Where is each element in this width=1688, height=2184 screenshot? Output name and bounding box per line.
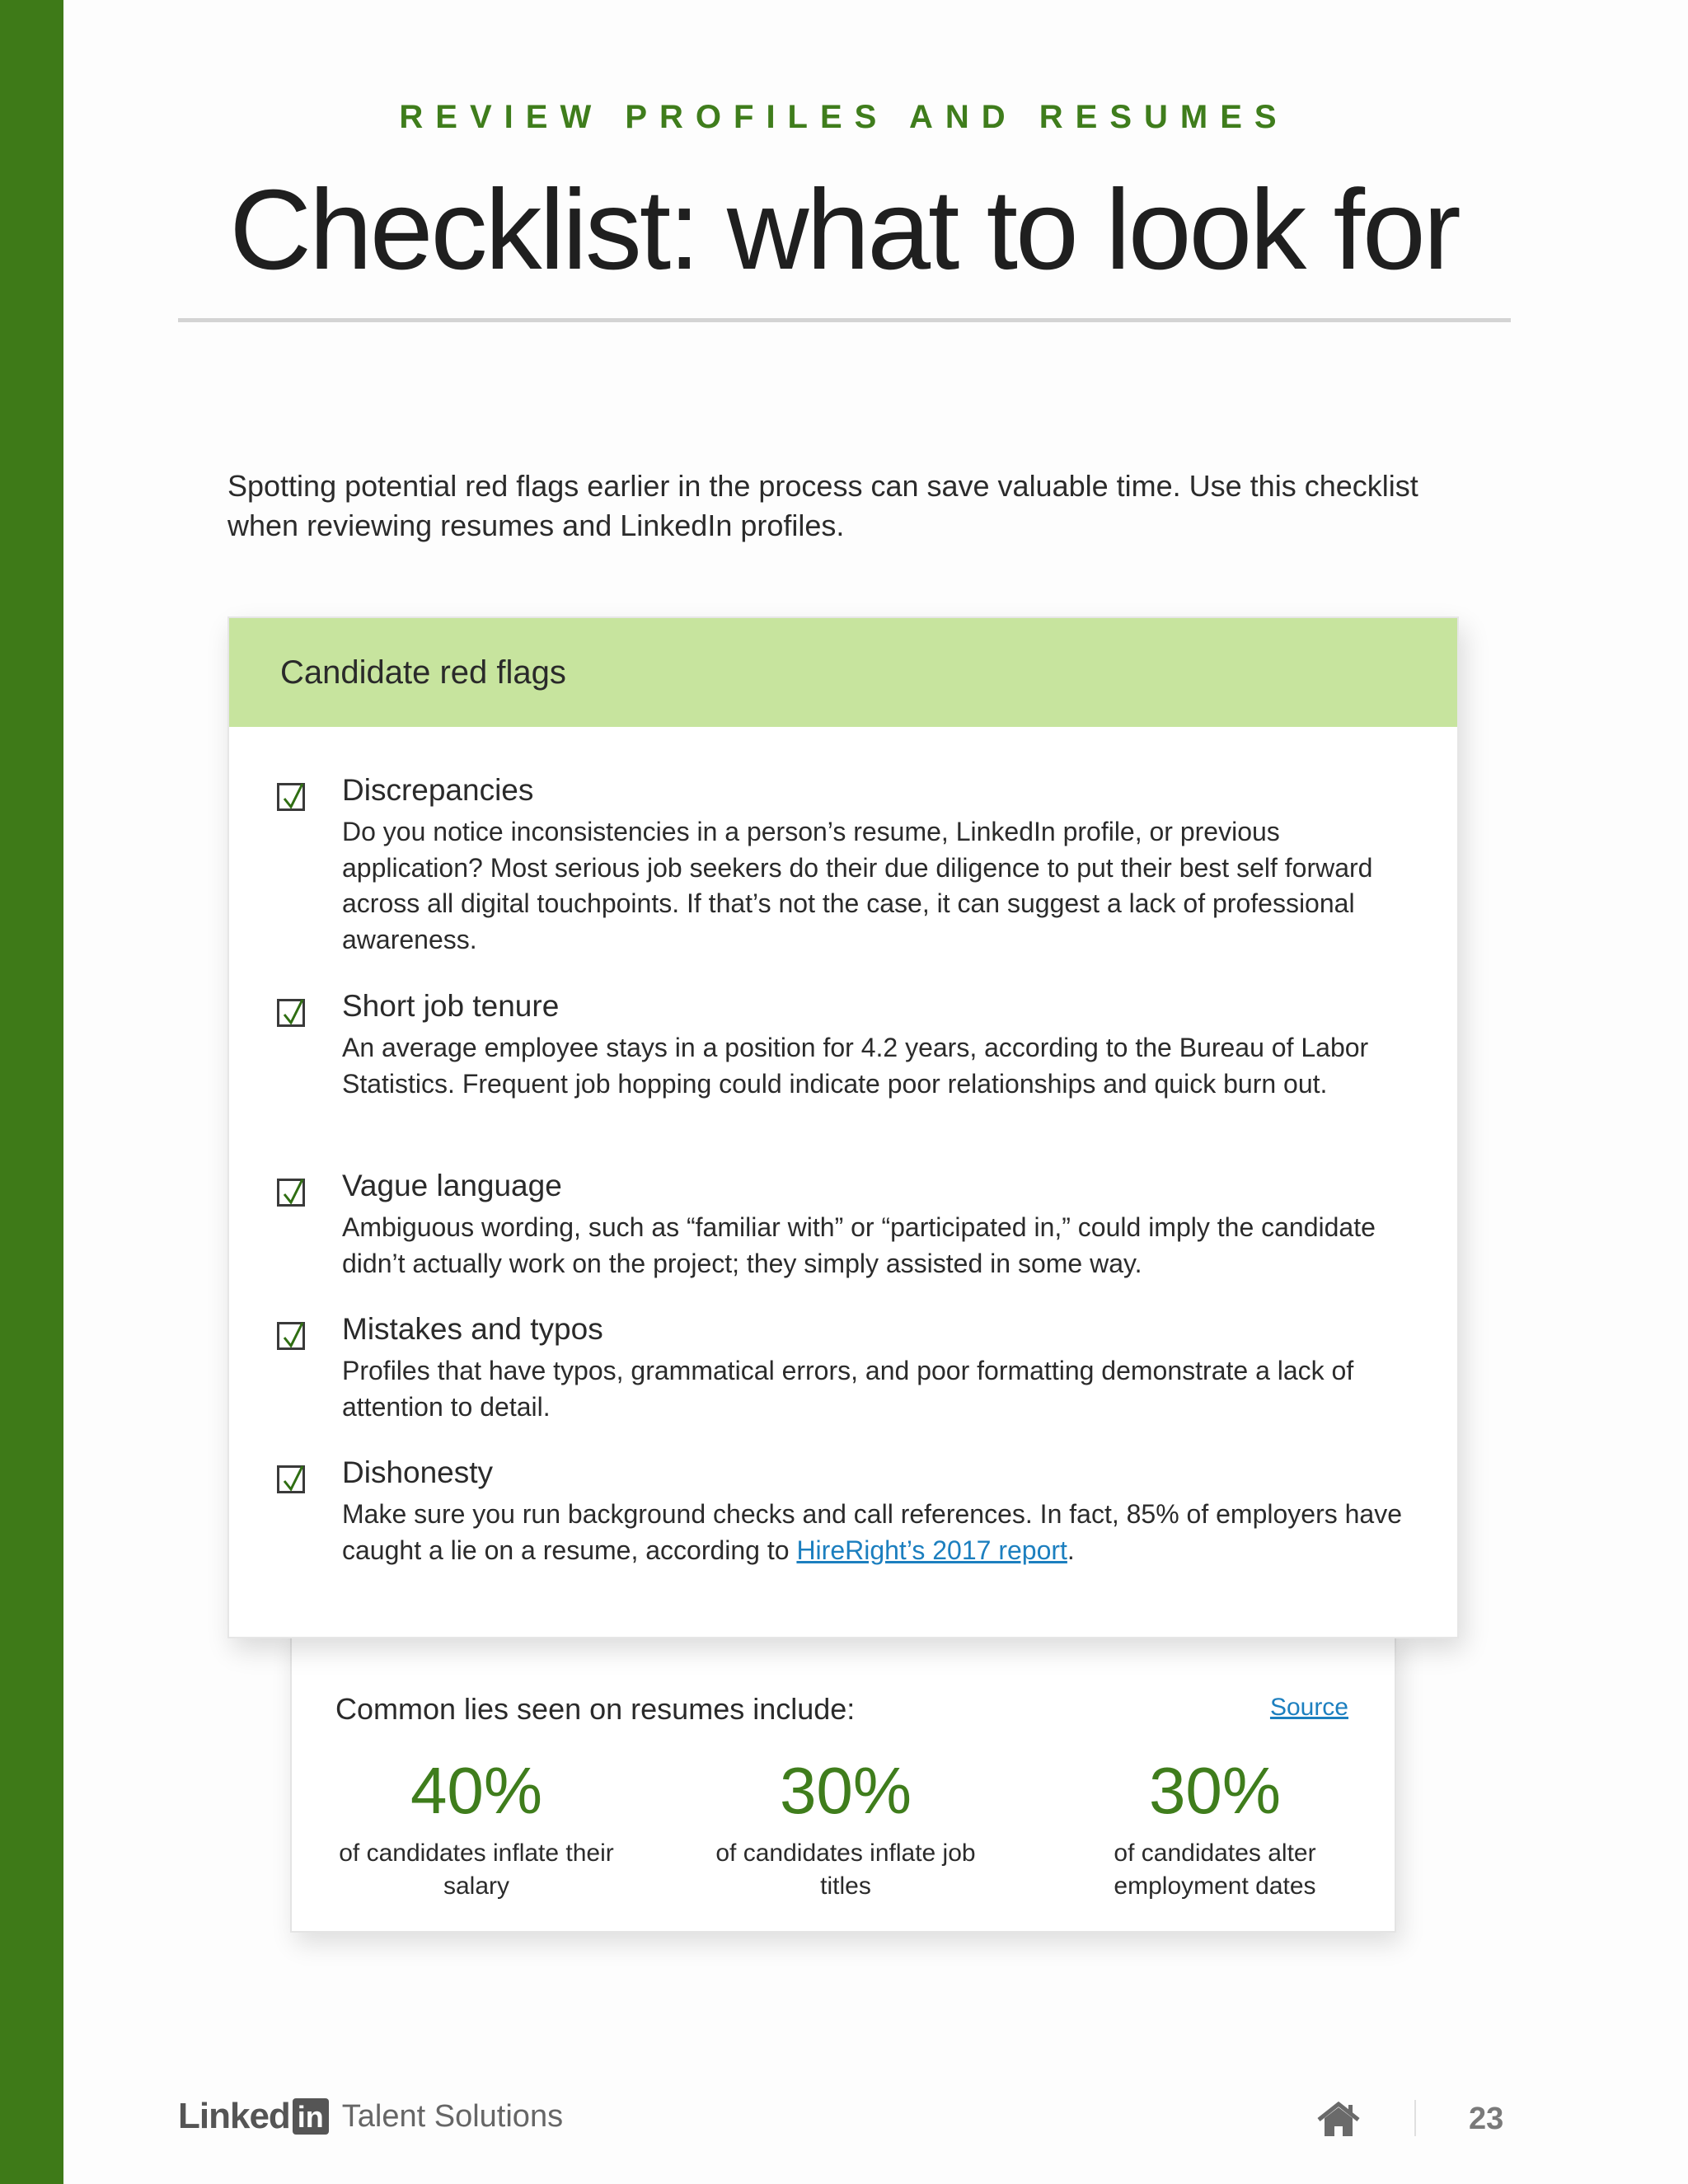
title-divider [178,318,1511,322]
checkmark-icon [282,1178,305,1207]
home-icon[interactable] [1315,2102,1362,2138]
page-title: Checklist: what to look for [229,166,1459,293]
checkbox-checked[interactable] [277,1322,305,1350]
checkmark-icon [282,782,305,812]
item-description: Ambiguous wording, such as “familiar with” or “participated in,” could imply the candidate didn’t actually work on the project; they simply assisted in some way. [342,1212,1376,1278]
stat-value: 40% [410,1754,543,1827]
checkmark-icon [282,998,305,1028]
source-link[interactable]: Source [1269,1694,1348,1721]
left-accent-bar [0,0,63,2184]
item-description: Profiles that have typos, grammatical errors, and poor formatting demonstrate a lack of attention to detail. [342,1356,1354,1422]
item-description: Do you notice inconsistencies in a person’s resume, LinkedIn profile, or previous application? Most serious job seekers do their due diligence to put their best self forward across all digital touchpoints. If that’s not the case, it can suggest a lack of professional awareness. [342,817,1373,954]
item-description: An average employee stays in a position for 4.2 years, according to the Bureau of Labor Statistics. Frequent job hopping could indicate poor relationships and quick burn out. [342,1033,1369,1099]
item-description [342,1497,1405,1568]
stat-value: 30% [779,1754,912,1827]
stat-label: of candidates inflate their salary [339,1840,614,1900]
item-title: Vague language [342,1169,562,1202]
checkbox-checked[interactable] [277,1179,305,1207]
red-flags-card [227,616,1459,1638]
logo-suffix: Talent Solutions [341,2098,564,2134]
checkbox-checked[interactable] [277,999,305,1027]
red-flags-heading: Candidate red flags [280,654,566,691]
section-eyebrow: REVIEW PROFILES AND RESUMES [399,99,1289,135]
resume-lies-stats-card [290,1628,1396,1933]
stat-employment-dates [1067,1751,1363,1903]
checkbox-checked[interactable] [277,1465,305,1493]
stat-value: 30% [1148,1754,1282,1827]
stat-label: of candidates inflate job titles [715,1840,976,1900]
intro-paragraph: Spotting potential red flags earlier in the process can save valuable time. Use this checklist when reviewing resumes and LinkedIn profiles. [227,469,1418,542]
item-title: Short job tenure [342,989,560,1023]
checkmark-icon [282,1465,305,1494]
item-title: Mistakes and typos [342,1312,603,1346]
description-text: Make sure you run background checks and call references. In fact, 85% of employers have caught a lie on a resume, according to [342,1499,1403,1565]
item-title: Dishonesty [342,1455,494,1489]
item-title: Discrepancies [342,773,534,807]
hireright-report-link[interactable]: HireRight’s 2017 report [796,1535,1067,1565]
checkbox-checked[interactable] [277,783,305,811]
logo-wordmark: Linked [178,2096,290,2136]
description-text-end: . [1067,1535,1075,1565]
page-number: 23 [1469,2102,1504,2136]
stat-job-titles [697,1751,994,1903]
checkmark-icon [282,1321,305,1351]
footer-divider [1414,2100,1416,2136]
linkedin-in-icon: in [293,2098,329,2135]
stats-heading: Common lies seen on resumes include: [335,1692,856,1726]
stat-salary [328,1751,625,1903]
stat-label: of candidates alter employment dates [1114,1840,1316,1900]
red-flags-header [229,618,1457,727]
linkedin-talent-solutions-logo[interactable] [178,2096,563,2137]
